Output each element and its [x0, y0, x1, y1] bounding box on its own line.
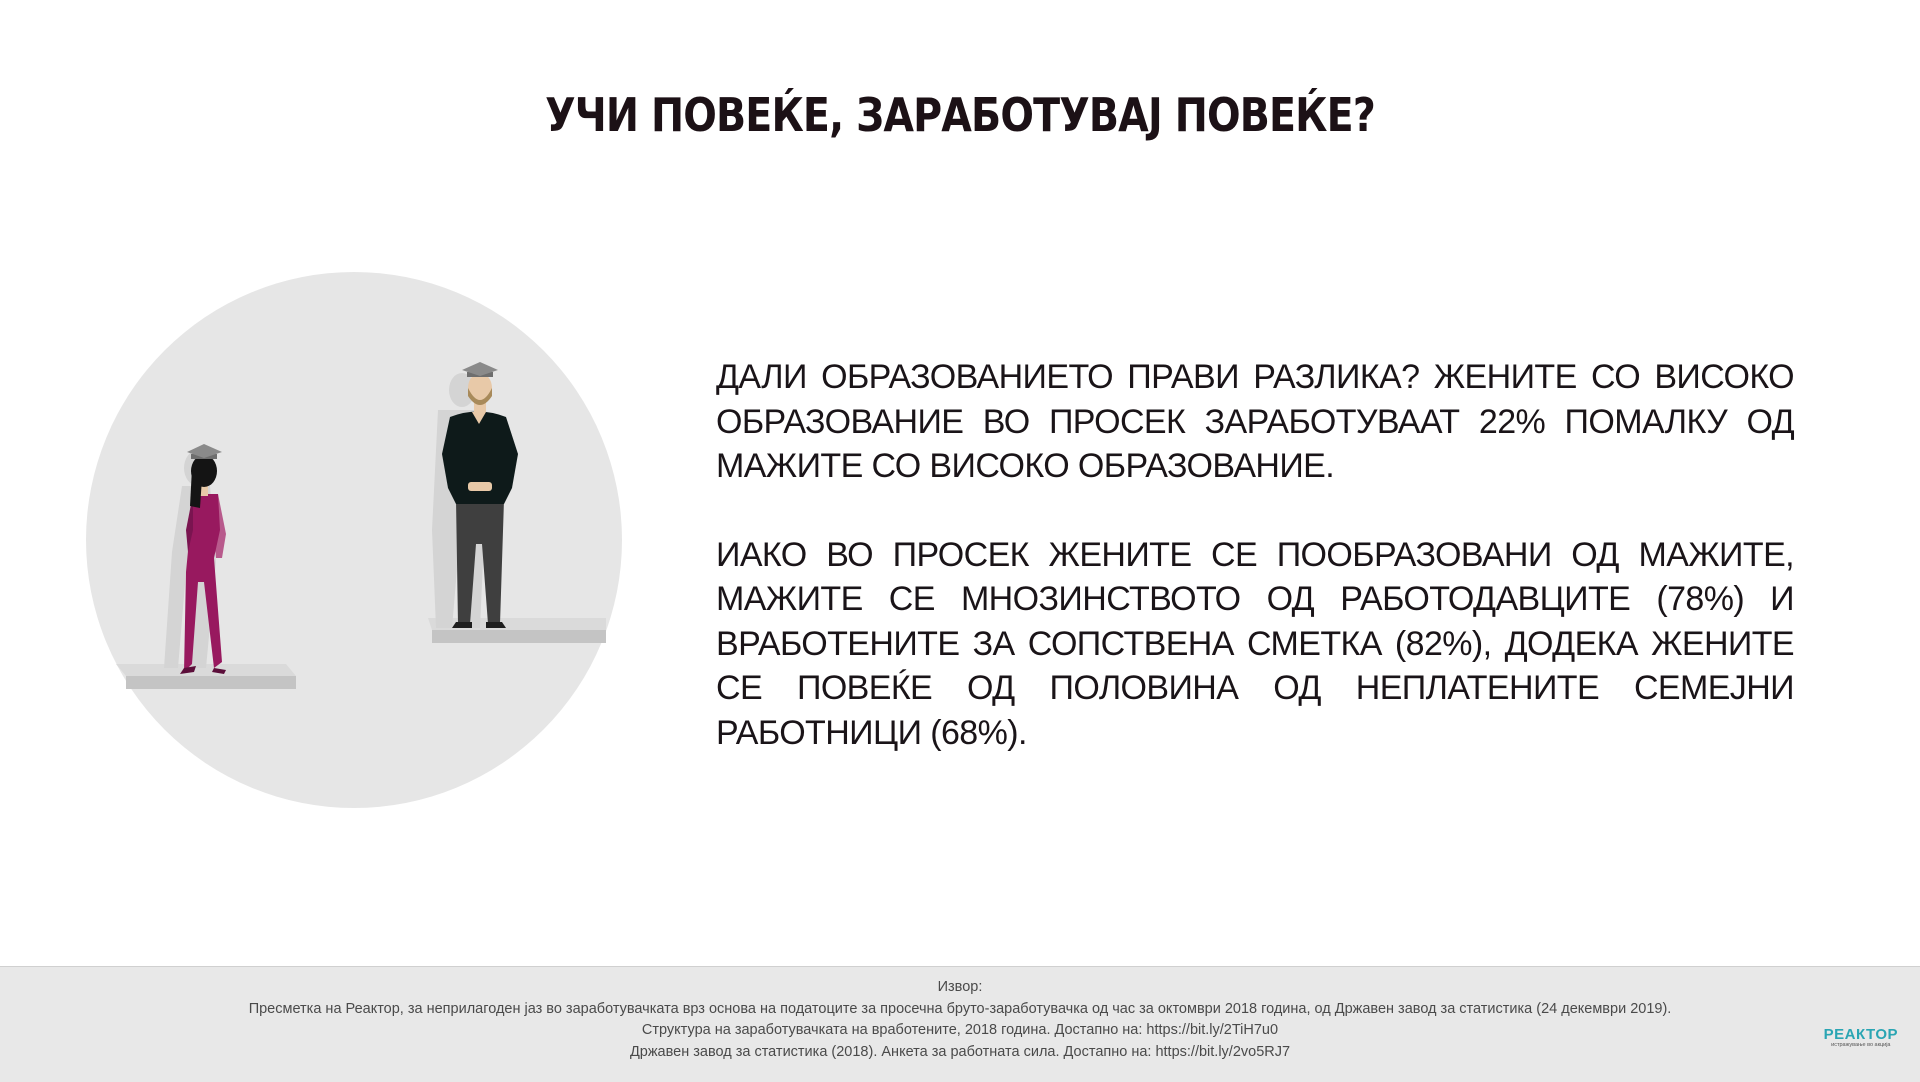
logo-tagline: истражување во акција [1831, 1042, 1891, 1048]
graduates-illustration [86, 272, 622, 808]
paragraph-employment-status: ИАКО ВО ПРОСЕК ЖЕНИТЕ СЕ ПООБРАЗОВАНИ ОД МАЖИТЕ, МАЖИТЕ СЕ МНОЗИНСТВОТО ОД РАБОТОДАВЦИТЕ (78%) И ВРАБОТЕНИТЕ ЗА СОПСТВЕНА СМЕТКА (82%), ДОДЕКА ЖЕНИТЕ СЕ ПОВЕЌЕ ОД ПОЛОВИНА ОД НЕПЛАТЕНИТЕ СЕМЕЈНИ РАБОТНИЦИ (68%). [716, 535, 1794, 752]
source-line: Структура на заработувачката на вработените, 2018 година. Достапно на: https://bit.ly/2TiH7u0 [641, 1022, 1279, 1038]
description-text [716, 355, 1794, 755]
sources-label: Извор: [937, 979, 983, 995]
background-circle [86, 272, 622, 808]
paragraph-education-gap: ДАЛИ ОБРАЗОВАНИЕТО ПРАВИ РАЗЛИКА? ЖЕНИТЕ СО ВИСОКО ОБРАЗОВАНИЕ ВО ПРОСЕК ЗАРАБОТУВААТ 22% ПОМАЛКУ ОД МАЖИТЕ СО ВИСОКО ОБРАЗОВАНИЕ. [716, 358, 1794, 485]
sources-footer [0, 966, 1920, 1082]
reactor-logo [1824, 1027, 1898, 1049]
man-pedestal [428, 618, 606, 643]
source-line: Државен завод за статистика (2018). Анкета за работната сила. Достапно на: https://bit.ly/2vo5RJ7 [629, 1043, 1291, 1060]
source-line: Пресметка на Реактор, за неприлагоден јаз во заработувачката врз основа на податоците за просечна бруто-заработувачка од час за октомври 2018 година, од Државен завод за статистика (24 декември 2019). [248, 1000, 1672, 1017]
logo-wordmark: РЕАКТОР [1823, 1026, 1898, 1043]
page-title: УЧИ ПОВЕЌЕ, ЗАРАБОТУВАЈ ПОВЕЌЕ? [545, 88, 1375, 142]
